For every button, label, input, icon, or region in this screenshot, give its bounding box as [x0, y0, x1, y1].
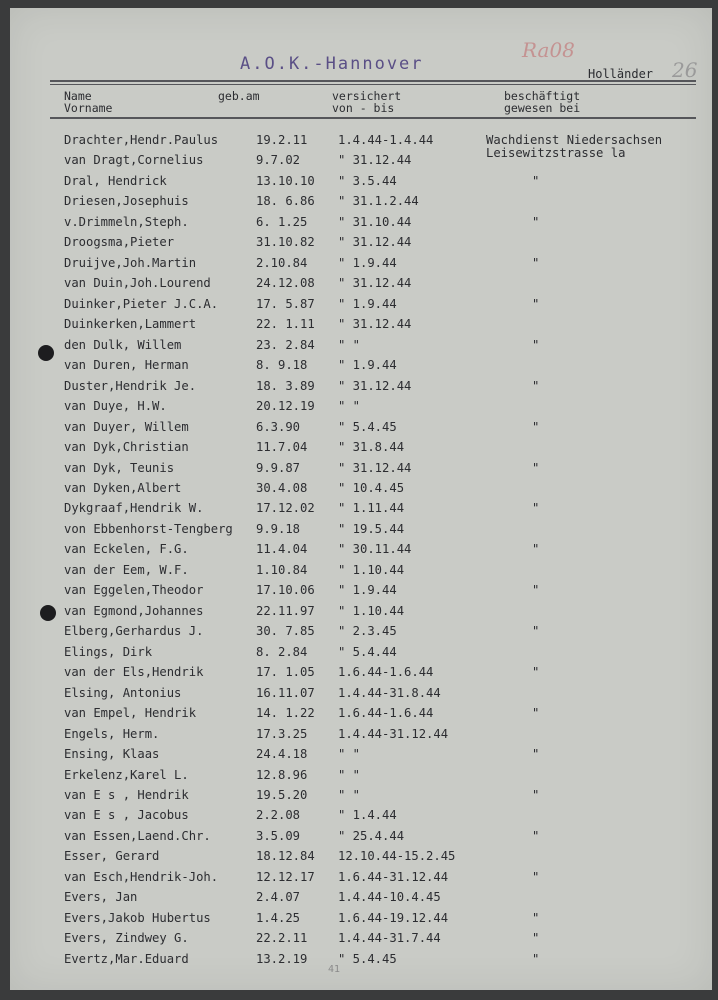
cell-beschaeftigt: ": [532, 296, 540, 311]
cell-versichert: " 31.12.44: [338, 235, 412, 250]
cell-geb: 19.2.11: [256, 133, 308, 147]
cell-name: van Dragt,Cornelius: [64, 153, 204, 168]
cell-geb: 22. 1.11: [256, 317, 315, 332]
cell-versichert: " 2.3.45: [338, 624, 397, 639]
document-page: [10, 8, 712, 990]
table-body: [10, 132, 712, 971]
employer-address: Leisewitzstrasse la: [486, 146, 626, 160]
cell-beschaeftigt: ": [532, 828, 540, 843]
cell-name: Driesen,Josephuis: [64, 194, 189, 209]
cell-name: van Eckelen, F.G.: [64, 542, 189, 557]
cell-beschaeftigt: ": [532, 747, 540, 762]
table-row: [10, 439, 712, 459]
cell-geb: 16.11.07: [256, 685, 315, 700]
table-row: [10, 316, 712, 336]
table-row: [10, 644, 712, 664]
cell-name: Evertz,Mar.Eduard: [64, 951, 189, 966]
cell-versichert: " ": [338, 767, 361, 782]
pencil-mark: 41: [328, 964, 341, 975]
cell-versichert: 1.4.44-10.4.45: [338, 890, 441, 905]
cell-geb: 12.12.17: [256, 869, 315, 884]
page-title: A.O.K.-Hannover: [240, 54, 424, 74]
column-header-name: Name Vorname: [64, 89, 113, 115]
cell-geb: 31.10.82: [256, 235, 315, 250]
cell-versichert: " 31.1.2.44: [338, 194, 419, 209]
cell-beschaeftigt: ": [532, 869, 540, 884]
cell-beschaeftigt: Wachdienst Niedersachsen: [486, 133, 663, 147]
cell-geb: 2.2.08: [256, 808, 301, 823]
cell-versichert: " 31.12.44: [338, 378, 412, 393]
table-row: [10, 828, 712, 848]
cell-name: Elberg,Gerhardus J.: [64, 624, 204, 639]
table-row: [10, 767, 712, 787]
cell-versichert: " 30.11.44: [338, 542, 412, 557]
cell-geb: 23. 2.84: [256, 337, 315, 352]
cell-beschaeftigt: ": [532, 173, 540, 188]
table-row: [10, 480, 712, 500]
table-row: [10, 787, 712, 807]
cell-versichert: " ": [338, 399, 361, 414]
cell-name: Duinkerken,Lammert: [64, 317, 197, 332]
cell-geb: 24.4.18: [256, 747, 308, 762]
cell-beschaeftigt: ": [532, 910, 540, 925]
table-row: [10, 910, 712, 930]
cell-versichert: 1.6.44-19.12.44: [338, 910, 449, 925]
cell-versichert: " 31.12.44: [338, 317, 412, 332]
cell-name: van der Eem, W.F.: [64, 562, 189, 577]
cell-beschaeftigt: ": [532, 542, 540, 557]
table-row: [10, 664, 712, 684]
cell-versichert: " 10.4.45: [338, 480, 405, 495]
cell-beschaeftigt: ": [532, 378, 540, 393]
cell-name: Evers, Jan: [64, 890, 138, 905]
column-header-geb: geb.am: [218, 89, 260, 103]
cell-versichert: " ": [338, 337, 361, 352]
table-row: [10, 848, 712, 868]
cell-name: van E s , Jacobus: [64, 808, 189, 823]
cell-name: van Egmond,Johannes: [64, 603, 204, 618]
cell-beschaeftigt: ": [532, 583, 540, 598]
cell-geb: 11.7.04: [256, 440, 308, 455]
cell-name: Elsing, Antonius: [64, 685, 182, 700]
cell-geb: 9.9.87: [256, 460, 301, 475]
cell-versichert: " 1.10.44: [338, 562, 405, 577]
cell-beschaeftigt: ": [532, 624, 540, 639]
table-row: [10, 869, 712, 889]
table-row: [10, 173, 712, 193]
cell-geb: 20.12.19: [256, 399, 315, 414]
table-row: [10, 726, 712, 746]
cell-name: Drachter,Hendr.Paulus: [64, 133, 219, 147]
cell-versichert: " 25.4.44: [338, 828, 405, 843]
cell-geb: 17.3.25: [256, 726, 308, 741]
column-header-beschaeftigt: beschäftigt gewesen bei: [504, 89, 581, 115]
cell-geb: 11.4.04: [256, 542, 308, 557]
cell-versichert: " 1.9.44: [338, 358, 397, 373]
cell-geb: 12.8.96: [256, 767, 308, 782]
cell-geb: 9.7.02: [256, 153, 301, 168]
cell-name: Dral, Hendrick: [64, 173, 167, 188]
table-row: [10, 541, 712, 561]
handwritten-archive-number: Ra08: [522, 38, 575, 62]
table-row: [10, 582, 712, 602]
table-row: [10, 337, 712, 357]
cell-geb: 2.10.84: [256, 255, 308, 270]
cell-beschaeftigt: ": [532, 214, 540, 229]
table-row: [10, 296, 712, 316]
cell-name: van Duin,Joh.Lourend: [64, 276, 211, 291]
cell-versichert: 1.6.44-1.6.44: [338, 706, 434, 721]
table-row: [10, 521, 712, 541]
cell-name: van Duren, Herman: [64, 358, 189, 373]
cell-beschaeftigt: ": [532, 788, 540, 802]
cell-beschaeftigt: ": [532, 931, 540, 946]
cell-name: van Dyk, Teunis: [64, 460, 175, 475]
cell-name: van Essen,Laend.Chr.: [64, 828, 211, 843]
cell-versichert: " 31.8.44: [338, 440, 405, 455]
cell-versichert: " 1.9.44: [338, 255, 397, 270]
cell-versichert: 1.4.44-31.8.44: [338, 685, 441, 700]
cell-versichert: 1.6.44-31.12.44: [338, 869, 449, 884]
column-header-versichert: versichert von - bis: [332, 89, 402, 115]
table-row: [10, 234, 712, 254]
cell-geb: 13.10.10: [256, 173, 315, 188]
table-row: [10, 460, 712, 480]
cell-geb: 24.12.08: [256, 276, 315, 291]
cell-name: Droogsma,Pieter: [64, 235, 175, 250]
cell-name: van Duyer, Willem: [64, 419, 189, 434]
cell-name: van Dyken,Albert: [64, 480, 182, 495]
cell-geb: 1.10.84: [256, 562, 308, 577]
cell-name: van E s , Hendrik: [64, 788, 189, 802]
table-row: [10, 603, 712, 623]
table-row: [10, 562, 712, 582]
cell-versichert: " 31.12.44: [338, 460, 412, 475]
cell-name: van Eggelen,Theodor: [64, 583, 204, 598]
header-rule-top-2: [50, 84, 696, 85]
cell-geb: 6. 1.25: [256, 214, 308, 229]
cell-geb: 8. 2.84: [256, 644, 308, 659]
cell-versichert: 12.10.44-15.2.45: [338, 849, 456, 864]
cell-geb: 17.10.06: [256, 583, 315, 598]
table-row: [10, 807, 712, 827]
cell-versichert: " 1.11.44: [338, 501, 405, 516]
table-row: [10, 685, 712, 705]
table-row: [10, 214, 712, 234]
cell-geb: 18.12.84: [256, 849, 315, 864]
table-row: [10, 398, 712, 418]
cell-name: Druijve,Joh.Martin: [64, 255, 197, 270]
cell-name: Evers,Jakob Hubertus: [64, 910, 211, 925]
table-row: [10, 255, 712, 275]
cell-versichert: " 5.4.45: [338, 419, 397, 434]
cell-geb: 22.2.11: [256, 931, 308, 946]
cell-geb: 9.9.18: [256, 521, 301, 536]
cell-name: Duster,Hendrik Je.: [64, 378, 197, 393]
cell-name: Engels, Herm.: [64, 726, 160, 741]
cell-name: Evers, Zindwey G.: [64, 931, 189, 946]
cell-versichert: 1.6.44-1.6.44: [338, 665, 434, 680]
table-row: [10, 623, 712, 643]
cell-geb: 6.3.90: [256, 419, 301, 434]
table-row: [10, 705, 712, 725]
cell-versichert: 1.4.44-31.12.44: [338, 726, 449, 741]
cell-beschaeftigt: ": [532, 460, 540, 475]
cell-beschaeftigt: ": [532, 665, 540, 680]
cell-geb: 17. 5.87: [256, 296, 315, 311]
cell-name: Erkelenz,Karel L.: [64, 767, 189, 782]
cell-geb: 14. 1.22: [256, 706, 315, 721]
table-row: [10, 419, 712, 439]
table-row: [10, 193, 712, 213]
cell-name: Duinker,Pieter J.C.A.: [64, 296, 219, 311]
table-row: [10, 746, 712, 766]
cell-geb: 17.12.02: [256, 501, 315, 516]
cell-name: van Empel, Hendrik: [64, 706, 197, 721]
cell-name: van der Els,Hendrik: [64, 665, 204, 680]
cell-versichert: " 31.12.44: [338, 153, 412, 168]
cell-geb: 18. 3.89: [256, 378, 315, 393]
cell-name: den Dulk, Willem: [64, 337, 182, 352]
cell-beschaeftigt: ": [532, 255, 540, 270]
cell-geb: 1.4.25: [256, 910, 301, 925]
cell-name: van Dyk,Christian: [64, 440, 189, 455]
cell-versichert: " 1.9.44: [338, 296, 397, 311]
nationality-label: Holländer: [588, 67, 654, 81]
cell-versichert: " ": [338, 747, 361, 762]
cell-name: van Esch,Hendrik-Joh.: [64, 869, 219, 884]
header-rule-bottom: [50, 117, 696, 119]
cell-beschaeftigt: ": [532, 419, 540, 434]
cell-geb: 2.4.07: [256, 890, 301, 905]
cell-geb: 22.11.97: [256, 603, 315, 618]
cell-geb: 30.4.08: [256, 480, 308, 495]
cell-geb: 3.5.09: [256, 828, 301, 843]
cell-versichert: " 1.4.44: [338, 808, 397, 823]
table-row: [10, 889, 712, 909]
table-row: [10, 378, 712, 398]
cell-geb: 8. 9.18: [256, 358, 308, 373]
table-row: [10, 500, 712, 520]
cell-versichert: " 5.4.45: [338, 951, 397, 966]
punch-hole-icon: [40, 605, 56, 621]
cell-name: Ensing, Klaas: [64, 747, 160, 762]
cell-beschaeftigt: ": [532, 706, 540, 721]
cell-versichert: " 19.5.44: [338, 521, 405, 536]
cell-versichert: " 31.12.44: [338, 276, 412, 291]
cell-name: Esser, Gerard: [64, 849, 160, 864]
cell-versichert: " 5.4.44: [338, 644, 397, 659]
handwritten-page-number: 26: [672, 58, 698, 82]
punch-hole-icon: [38, 345, 54, 361]
cell-geb: 19.5.20: [256, 788, 308, 802]
cell-beschaeftigt: ": [532, 337, 540, 352]
table-row: [10, 951, 712, 971]
cell-versichert: " 3.5.44: [338, 173, 397, 188]
cell-name: Elings, Dirk: [64, 644, 153, 659]
cell-geb: 17. 1.05: [256, 665, 315, 680]
cell-beschaeftigt: ": [532, 951, 540, 966]
cell-versichert: " ": [338, 788, 361, 802]
cell-versichert: " 1.9.44: [338, 583, 397, 598]
cell-versichert: 1.4.44-1.4.44: [338, 133, 434, 147]
cell-versichert: " 31.10.44: [338, 214, 412, 229]
cell-name: von Ebbenhorst-Tengberg: [64, 521, 233, 536]
table-row: [10, 930, 712, 950]
cell-geb: 30. 7.85: [256, 624, 315, 639]
cell-geb: 13.2.19: [256, 951, 308, 966]
cell-geb: 18. 6.86: [256, 194, 315, 209]
cell-name: v.Drimmeln,Steph.: [64, 214, 189, 229]
table-row: [10, 275, 712, 295]
cell-beschaeftigt: ": [532, 501, 540, 516]
cell-versichert: 1.4.44-31.7.44: [338, 931, 441, 946]
table-row: [10, 357, 712, 377]
cell-name: Dykgraaf,Hendrik W.: [64, 501, 204, 516]
cell-name: van Duye, H.W.: [64, 399, 167, 414]
cell-versichert: " 1.10.44: [338, 603, 405, 618]
header-rule-top: [50, 80, 696, 82]
